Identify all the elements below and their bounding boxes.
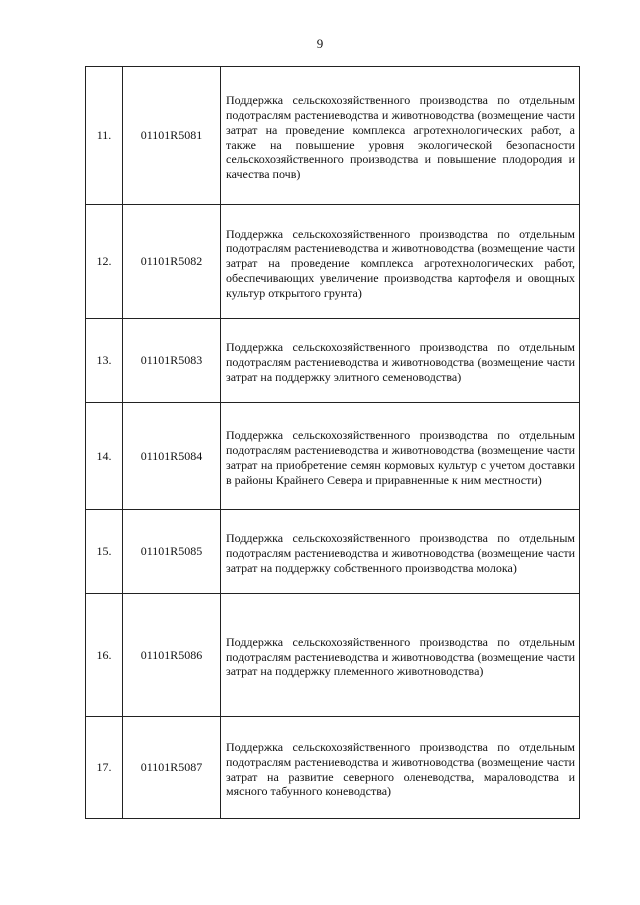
table-row <box>86 67 580 205</box>
table-row <box>86 510 580 594</box>
row-name: Поддержка сельскохозяйственного производства по отдельным подотраслям растениеводства и животноводства (возмещение части затрат на поддержку элитного семеноводства) <box>226 340 575 384</box>
table-row <box>86 205 580 319</box>
row-number: 14. <box>86 403 123 510</box>
row-code: 01101R5087 <box>123 717 221 819</box>
row-number: 15. <box>86 510 123 594</box>
table-row <box>86 319 580 403</box>
budget-classification-table <box>85 66 580 819</box>
row-number: 17. <box>86 717 123 819</box>
row-name: Поддержка сельскохозяйственного производства по отдельным подотраслям растениеводства и животноводства (возмещение части затрат на приобретение семян кормовых культур с учетом доставки в районы Крайнего Севера и приравненные к ним местности) <box>226 428 575 487</box>
row-number: 11. <box>86 67 123 205</box>
row-number: 13. <box>86 319 123 403</box>
row-name: Поддержка сельскохозяйственного производства по отдельным подотраслям растениеводства и животноводства (возмещение части затрат на поддержку собственного производства молока) <box>226 531 575 575</box>
row-code: 01101R5083 <box>123 319 221 403</box>
row-number: 16. <box>86 594 123 717</box>
row-code: 01101R5086 <box>123 594 221 717</box>
row-code: 01101R5085 <box>123 510 221 594</box>
table-row <box>86 717 580 819</box>
row-number: 12. <box>86 205 123 319</box>
row-name: Поддержка сельскохозяйственного производства по отдельным подотраслям растениеводства и животноводства (возмещение части затрат на развитие северного оленеводства, мараловодства и мясного табунного коневодства) <box>226 739 575 799</box>
row-code: 01101R5081 <box>123 67 221 205</box>
table-row <box>86 403 580 510</box>
table-row <box>86 594 580 717</box>
page-number: 9 <box>316 36 324 51</box>
row-name: Поддержка сельскохозяйственного производства по отдельным подотраслям растениеводства и животноводства (возмещение части затрат на поддержку племенного животноводства) <box>226 634 575 679</box>
row-code: 01101R5084 <box>123 403 221 510</box>
row-code: 01101R5082 <box>123 205 221 319</box>
row-name: Поддержка сельскохозяйственного производства по отдельным подотраслям растениеводства и животноводства (возмещение части затрат на проведение комплекса агротехнологических работ, а также на повышение уровня экологической безопасности сельскохозяйственного производства и повышение плодородия и качества почв) <box>226 93 575 182</box>
row-name: Поддержка сельскохозяйственного производства по отдельным подотраслям растениеводства и животноводства (возмещение части затрат на проведение комплекса агротехнологических работ, обеспечивающих увеличение производства картофеля и овощных культур открытого грунта) <box>226 226 575 300</box>
